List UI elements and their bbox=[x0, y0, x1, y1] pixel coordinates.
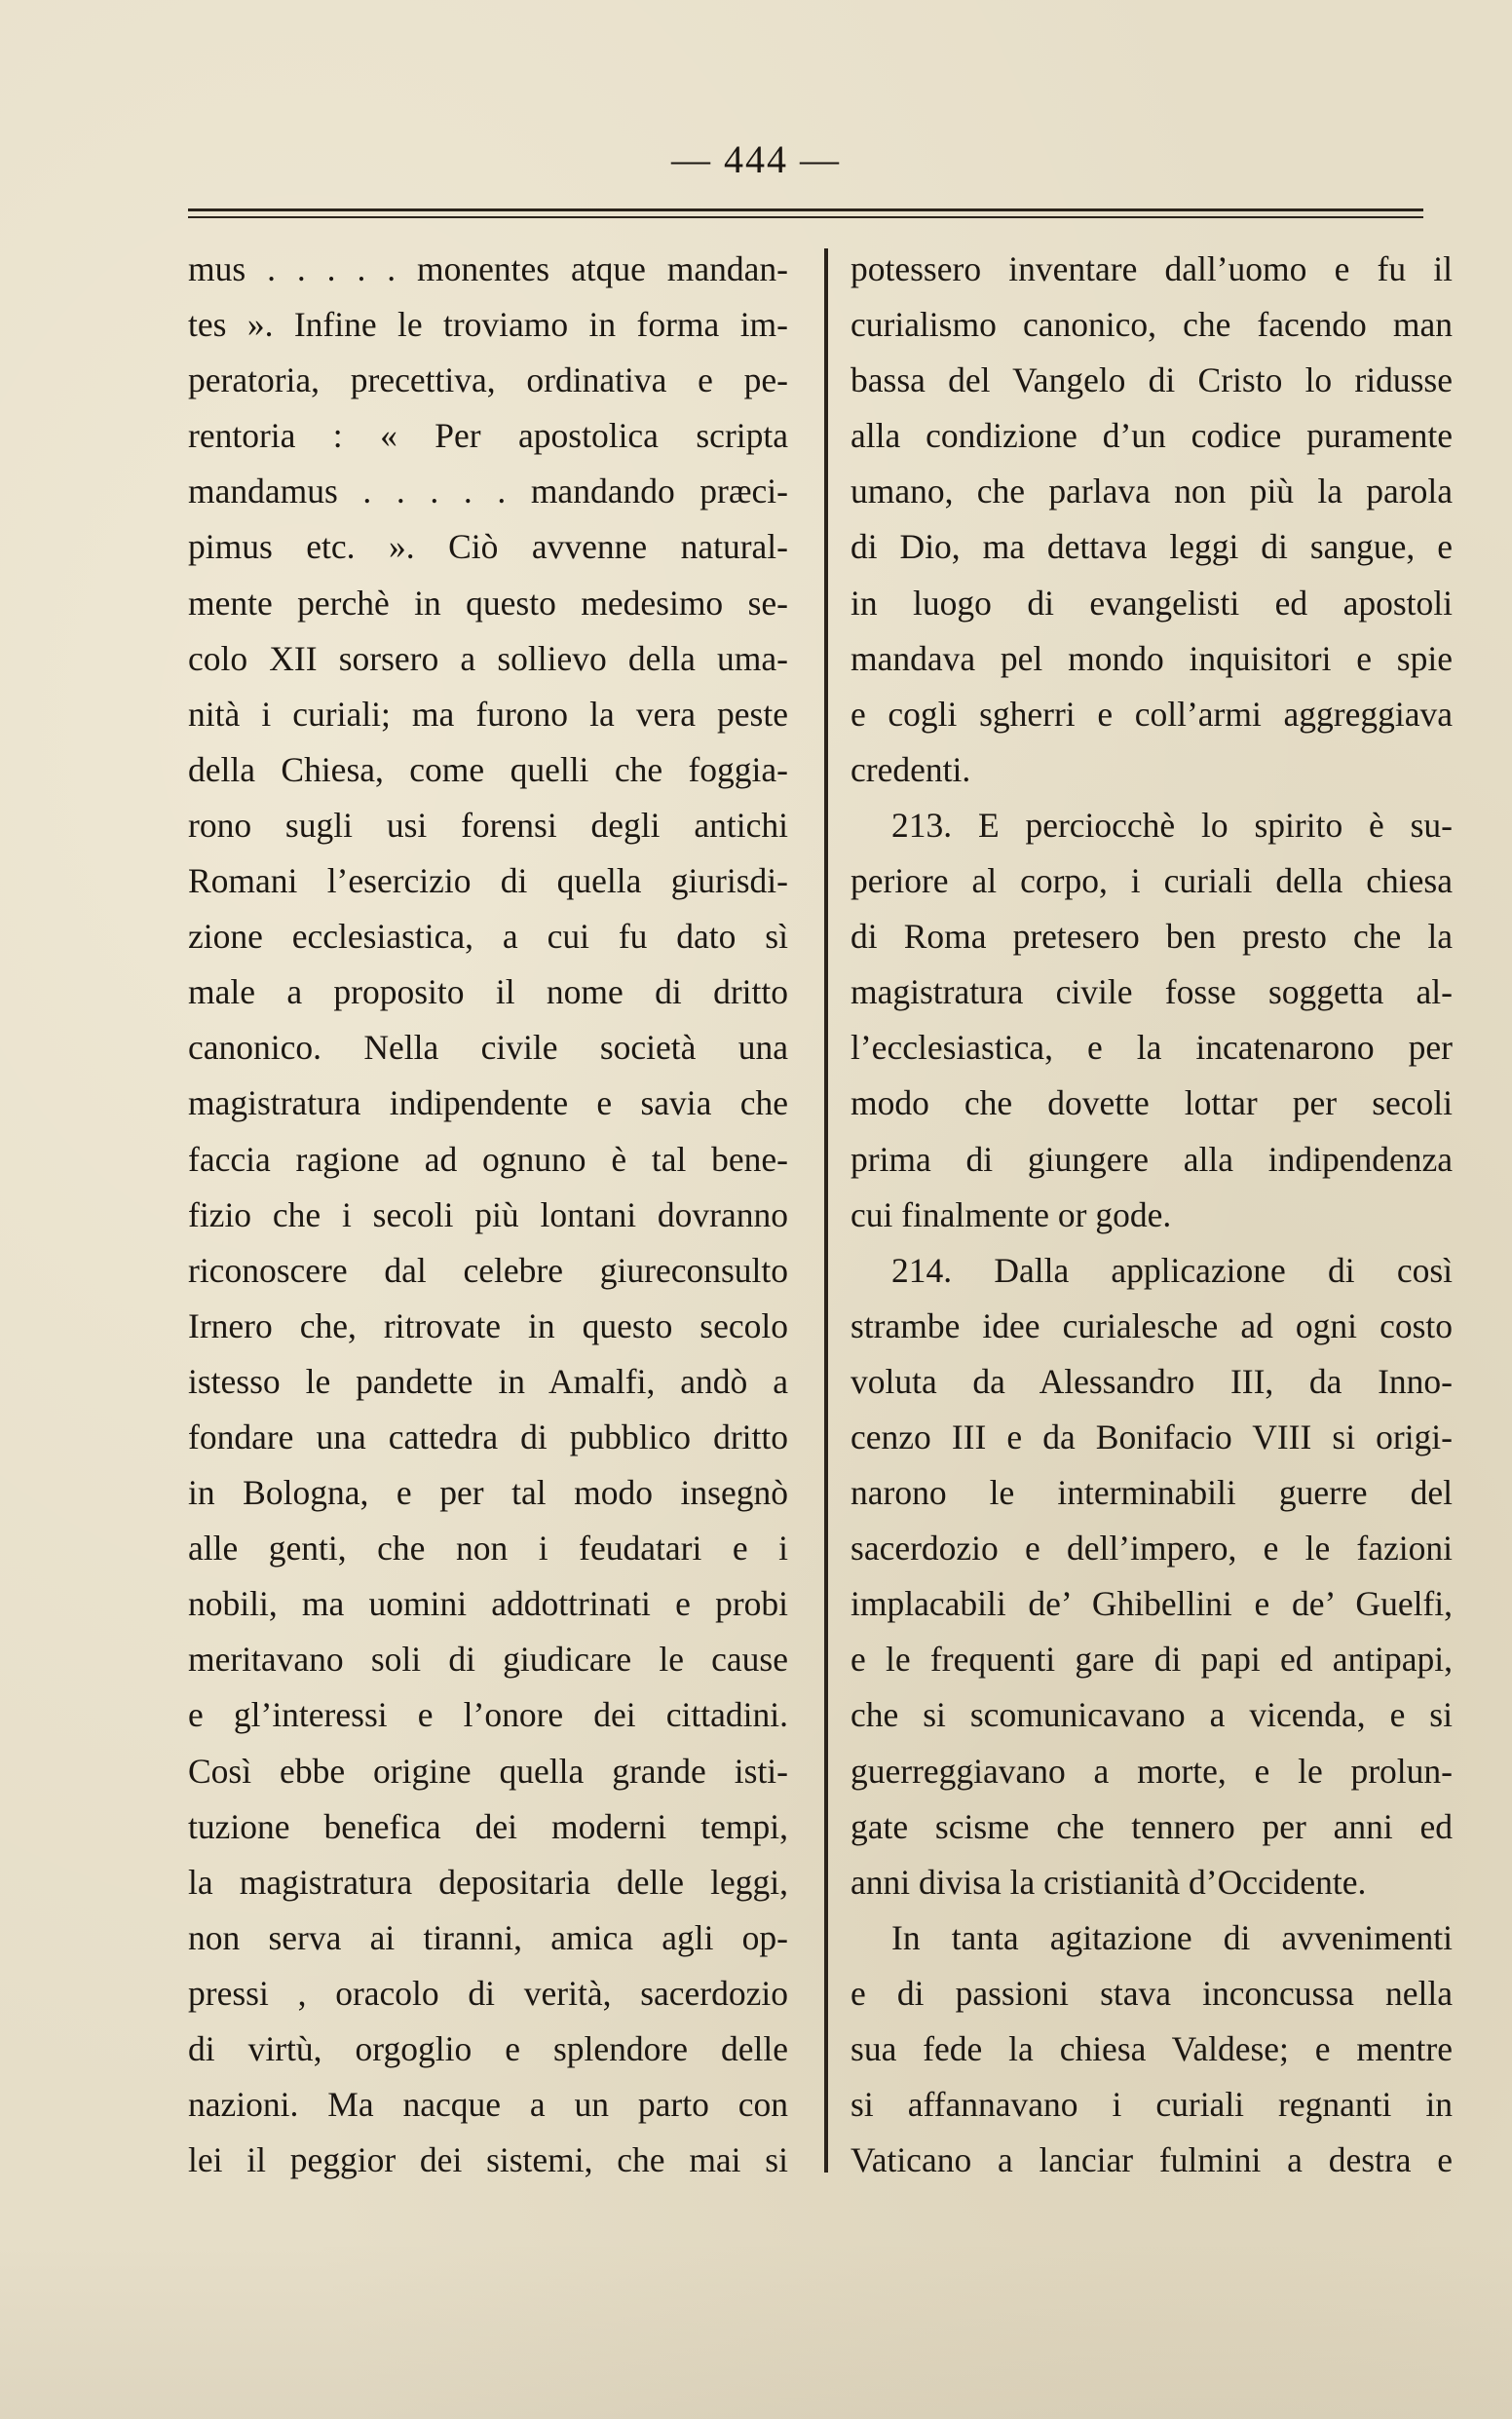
text-line: umano, che parlava non più la parola bbox=[850, 472, 1453, 511]
text-line: periore al corpo, i curiali della chiesa bbox=[850, 861, 1453, 901]
text-line: alle genti, che non i feudatari e i bbox=[188, 1529, 788, 1569]
text-line: alla condizione d’un codice puramente bbox=[850, 416, 1453, 456]
text-line: nazioni. Ma nacque a un parto con bbox=[188, 2085, 788, 2125]
text-line: in luogo di evangelisti ed apostoli bbox=[850, 583, 1453, 623]
text-line: mus . . . . . monentes atque mandan- bbox=[188, 249, 788, 288]
page-bottom-margin bbox=[0, 2241, 1512, 2419]
column-divider bbox=[824, 248, 828, 2173]
text-line: istesso le pandette in Amalfi, andò a bbox=[188, 1361, 788, 1401]
left-column bbox=[188, 242, 788, 2188]
text-line: mente perchè in questo medesimo se- bbox=[188, 583, 788, 623]
header-rule-thin bbox=[188, 216, 1423, 218]
text-line: di Dio, ma dettava leggi di sangue, e bbox=[850, 527, 1453, 567]
text-line: anni divisa la cristianità d’Occidente. bbox=[850, 1862, 1367, 1902]
text-line: riconoscere dal celebre giureconsulto bbox=[188, 1250, 788, 1290]
text-line: zione ecclesiastica, a cui fu dato sì bbox=[188, 917, 788, 957]
text-line: colo XII sorsero a sollievo della uma- bbox=[188, 638, 788, 678]
text-line: magistratura civile fosse soggetta al- bbox=[850, 972, 1453, 1012]
text-line: modo che dovette lottar per secoli bbox=[850, 1083, 1453, 1123]
text-line: e cogli sgherri e coll’armi aggreggiava bbox=[850, 694, 1453, 734]
text-line: magistratura indipendente e savia che bbox=[188, 1083, 788, 1123]
text-line: nobili, ma uomini addottrinati e probi bbox=[188, 1584, 788, 1624]
text-line: pimus etc. ». Ciò avvenne natural- bbox=[188, 527, 788, 567]
text-line: Irnero che, ritrovate in questo secolo bbox=[188, 1305, 788, 1345]
text-line: Così ebbe origine quella grande isti- bbox=[188, 1751, 788, 1791]
text-line: peratoria, precettiva, ordinativa e pe- bbox=[188, 360, 788, 400]
text-line: bassa del Vangelo di Cristo lo ridusse bbox=[850, 360, 1453, 400]
text-line: mandava pel mondo inquisitori e spie bbox=[850, 638, 1453, 678]
text-line: sua fede la chiesa Valdese; e mentre bbox=[850, 2029, 1453, 2068]
text-line: fizio che i secoli più lontani dovranno bbox=[188, 1194, 788, 1234]
text-line: in Bologna, e per tal modo insegnò bbox=[188, 1473, 788, 1513]
text-line: mandamus . . . . . mandando præci- bbox=[188, 472, 788, 511]
text-line: si affannavano i curiali regnanti in bbox=[850, 2085, 1453, 2125]
text-line: prima di giungere alla indipendenza bbox=[850, 1139, 1453, 1179]
text-line: curialismo canonico, che facendo man bbox=[850, 305, 1453, 345]
paragraph-214-start: 214. Dalla applicazione di così bbox=[891, 1250, 1453, 1290]
text-line: l’ecclesiastica, e la incatenarono per bbox=[850, 1028, 1453, 1068]
text-line: gate scisme che tennero per anni ed bbox=[850, 1806, 1453, 1846]
text-line: e di passioni stava inconcussa nella bbox=[850, 1973, 1453, 2013]
text-line: faccia ragione ad ognuno è tal bene- bbox=[188, 1139, 788, 1179]
text-line: della Chiesa, come quelli che foggia- bbox=[188, 749, 788, 789]
text-line: sacerdozio e dell’impero, e le fazioni bbox=[850, 1529, 1453, 1569]
text-line: strambe idee curialesche ad ogni costo bbox=[850, 1305, 1453, 1345]
text-line: cui finalmente or gode. bbox=[850, 1194, 1172, 1234]
text-line: di virtù, orgoglio e splendore delle bbox=[188, 2029, 788, 2068]
paragraph-start: In tanta agitazione di avvenimenti bbox=[891, 1917, 1453, 1957]
text-line: non serva ai tiranni, amica agli op- bbox=[188, 1917, 788, 1957]
text-line: tes ». Infine le troviamo in forma im- bbox=[188, 305, 788, 345]
text-line: guerreggiavano a morte, e le prolun- bbox=[850, 1751, 1453, 1791]
text-line: di Roma pretesero ben presto che la bbox=[850, 917, 1453, 957]
text-line: voluta da Alessandro III, da Inno- bbox=[850, 1361, 1453, 1401]
text-line: fondare una cattedra di pubblico dritto bbox=[188, 1417, 788, 1456]
text-line: e gl’interessi e l’onore dei cittadini. bbox=[188, 1695, 788, 1735]
text-line: rentoria : « Per apostolica scripta bbox=[188, 416, 788, 456]
text-line: nità i curiali; ma furono la vera peste bbox=[188, 694, 788, 734]
paragraph-213-start: 213. E perciocchè lo spirito è su- bbox=[891, 805, 1453, 845]
text-line: potessero inventare dall’uomo e fu il bbox=[850, 249, 1453, 288]
text-line: cenzo III e da Bonifacio VIII si origi- bbox=[850, 1417, 1453, 1456]
text-line: Vaticano a lanciar fulmini a destra e bbox=[850, 2140, 1453, 2180]
text-line: lei il peggior dei sistemi, che mai si bbox=[188, 2140, 788, 2180]
text-line: tuzione benefica dei moderni tempi, bbox=[188, 1806, 788, 1846]
text-line: rono sugli usi forensi degli antichi bbox=[188, 805, 788, 845]
text-line: la magistratura depositaria delle leggi, bbox=[188, 1862, 788, 1902]
text-line: pressi , oracolo di verità, sacerdozio bbox=[188, 1973, 788, 2013]
text-line: Romani l’esercizio di quella giurisdi- bbox=[188, 861, 788, 901]
text-line: meritavano soli di giudicare le cause bbox=[188, 1640, 788, 1680]
text-line: male a proposito il nome di dritto bbox=[188, 972, 788, 1012]
header-rule bbox=[188, 208, 1423, 211]
text-line: canonico. Nella civile società una bbox=[188, 1028, 788, 1068]
text-line: narono le interminabili guerre del bbox=[850, 1473, 1453, 1513]
text-line: implacabili de’ Ghibellini e de’ Guelfi, bbox=[850, 1584, 1453, 1624]
text-line: credenti. bbox=[850, 749, 971, 789]
page-number: — 444 — bbox=[671, 137, 841, 181]
right-column bbox=[850, 242, 1453, 2188]
text-line: e le frequenti gare di papi ed antipapi, bbox=[850, 1640, 1453, 1680]
text-line: che si scomunicavano a vicenda, e si bbox=[850, 1695, 1453, 1735]
